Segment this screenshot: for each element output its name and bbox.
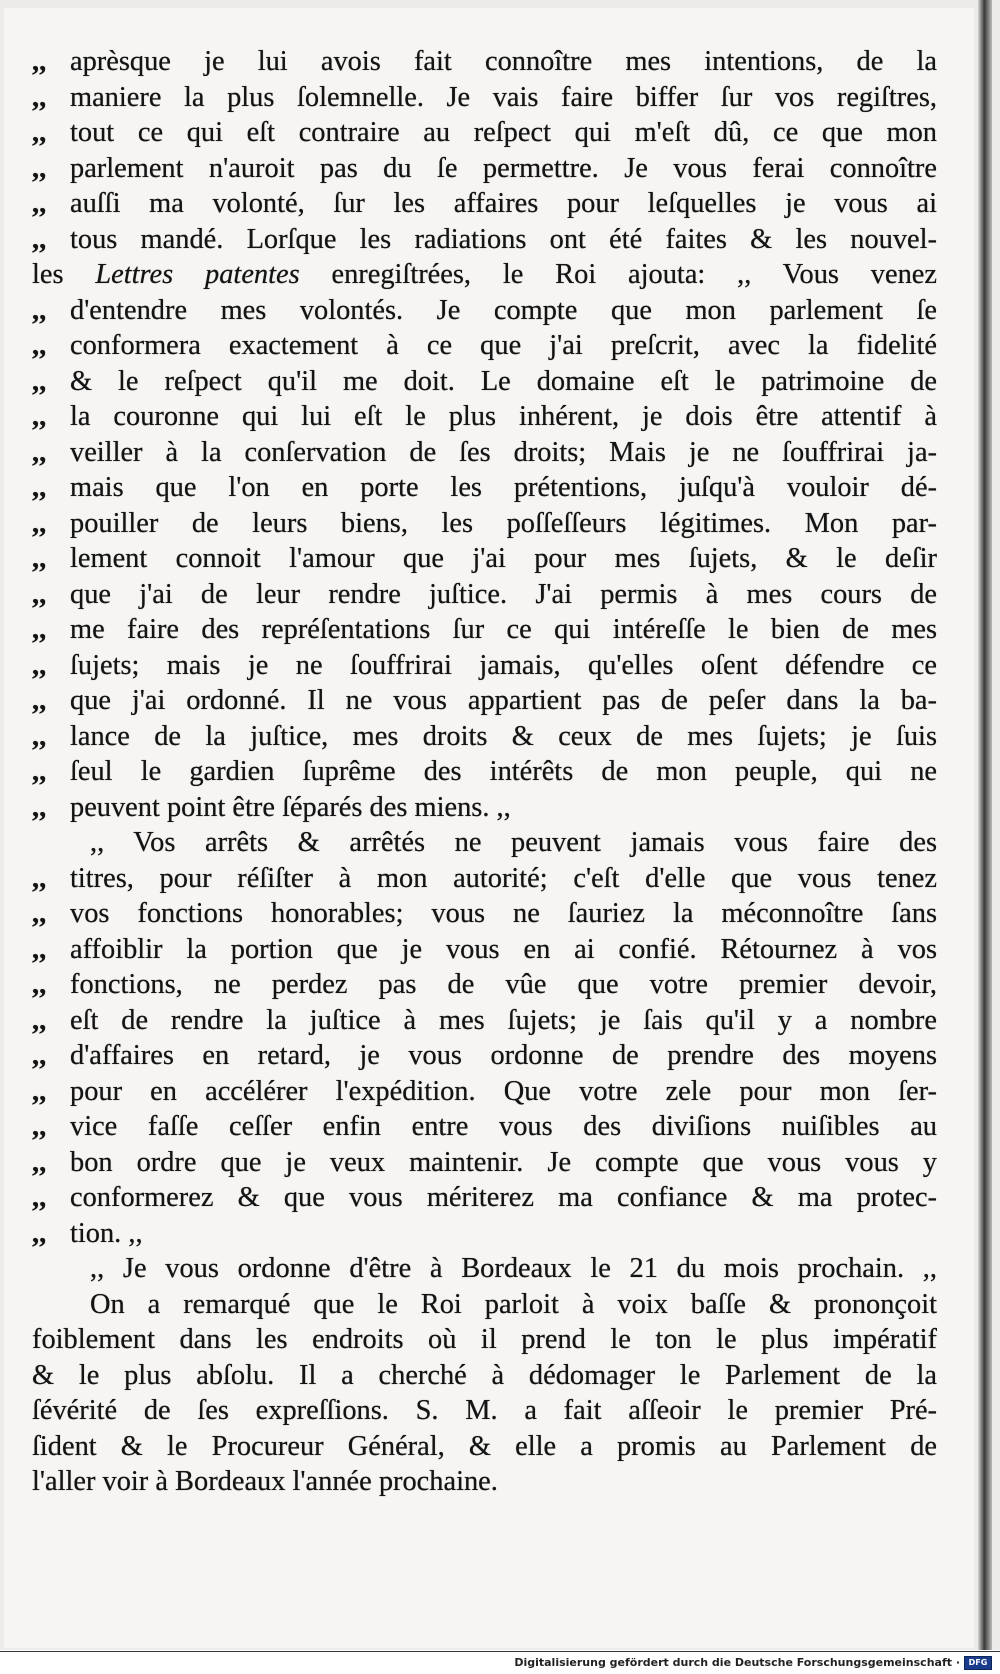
line-text: ſident & le Procureur Général, & elle a promis au Parlement de xyxy=(32,1430,937,1462)
line-text: d'entendre mes volontés. Je compte que mon parlement ſe xyxy=(70,294,937,326)
line-text: que j'ai de leur rendre juſtice. J'ai permis à mes cours de xyxy=(70,578,937,610)
line-text: tout ce qui eſt contraire au reſpect qui m'eſt dû, ce que mon xyxy=(70,117,937,148)
text-line xyxy=(32,1358,937,1394)
line-text: conformera exactement à ce que j'ai preſcrit, avec la fidelité xyxy=(70,330,937,361)
margin-quote-mark: ,, xyxy=(32,649,47,681)
line-text: tion. ,, xyxy=(70,1217,143,1249)
line-text: lance de la juſtice, mes droits & ceux de mes ſujets; je ſuis xyxy=(70,720,937,752)
margin-quote-mark: ,, xyxy=(32,330,47,361)
text-line xyxy=(32,648,937,684)
text-line xyxy=(32,1393,937,1429)
margin-quote-mark: ,, xyxy=(32,614,47,645)
text-line xyxy=(32,1074,937,1110)
margin-quote-mark: ,, xyxy=(32,1182,47,1213)
line-text: tous mandé. Lorſque les radiations ont été faites & les nouvel- xyxy=(70,223,937,255)
margin-quote-mark: ,, xyxy=(32,1146,47,1178)
line-text: la couronne qui lui eſt le plus inhérent, je dois être attentif à xyxy=(70,401,937,432)
margin-quote-mark: ,, xyxy=(32,1004,47,1036)
text-line xyxy=(32,612,937,648)
text-line xyxy=(32,1287,937,1323)
text-line xyxy=(32,825,937,861)
text-line xyxy=(32,1003,937,1039)
margin-quote-mark: ,, xyxy=(32,81,47,113)
margin-quote-mark: ,, xyxy=(32,223,47,255)
line-text: pouiller de leurs biens, les poſſeſſeurs légitimes. Mon par- xyxy=(70,507,937,539)
text-line xyxy=(32,719,937,755)
text-line xyxy=(32,364,937,400)
margin-quote-mark: ,, xyxy=(32,401,47,432)
margin-quote-mark: ,, xyxy=(32,294,47,326)
text-line xyxy=(32,896,937,932)
margin-quote-mark: ,, xyxy=(32,507,47,539)
margin-quote-mark: ,, xyxy=(32,152,47,184)
line-text: On a remarqué que le Roi parloit à voix baſſe & prononçoit xyxy=(90,1288,937,1320)
line-text: ſévérité de ſes expreſſions. S. M. a fait aſſeoir le premier Pré- xyxy=(32,1395,937,1426)
text-line xyxy=(32,1322,937,1358)
line-text: affoiblir la portion que je vous en ai confié. Rétournez à vos xyxy=(70,933,937,965)
text-line xyxy=(32,754,937,790)
margin-quote-mark: ,, xyxy=(32,472,47,503)
funding-credit: Digitalisierung gefördert durch die Deutsche Forschungsgemeinschaft · xyxy=(514,1656,960,1669)
margin-quote-mark: ,, xyxy=(32,791,47,823)
footer-bar xyxy=(0,1652,1000,1674)
line-text: pour en accélérer l'expédition. Que votre zele pour mon ſer- xyxy=(70,1075,937,1107)
margin-quote-mark: ,, xyxy=(32,1217,47,1249)
text-line xyxy=(32,293,937,329)
margin-quote-mark: ,, xyxy=(32,685,47,716)
text-line xyxy=(32,541,937,577)
italic-phrase: Lettres patentes xyxy=(95,259,300,290)
line-text: les Lettres patentes enregiſtrées, le Roi ajouta: ,, Vous venez xyxy=(32,259,937,290)
text-line xyxy=(32,1109,937,1145)
text-line xyxy=(32,186,937,222)
text-line xyxy=(32,151,937,187)
line-text: foiblement dans les endroits où il prend le ton le plus impératif xyxy=(32,1324,937,1355)
line-text: ,, Je vous ordonne d'être à Bordeaux le 21 du mois prochain. ,, xyxy=(90,1253,937,1284)
text-line xyxy=(32,683,937,719)
margin-quote-mark: ,, xyxy=(32,756,47,787)
line-text: ſeul le gardien ſuprême des intérêts de mon peuple, qui ne xyxy=(70,756,937,787)
dfg-logo xyxy=(964,1656,992,1670)
text-line xyxy=(32,80,937,116)
text-line xyxy=(32,506,937,542)
margin-quote-mark: ,, xyxy=(32,1040,47,1071)
page-text-block xyxy=(32,44,937,1500)
text-line xyxy=(32,932,937,968)
line-text: & le reſpect qu'il me doit. Le domaine eſt le patrimoine de xyxy=(70,365,937,397)
line-text: conformerez & que vous mériterez ma confiance & ma protec- xyxy=(70,1182,937,1213)
margin-quote-mark: ,, xyxy=(32,46,47,77)
line-text: ſujets; mais je ne ſouffrirai jamais, qu'elles oſent défendre ce xyxy=(70,649,937,681)
text-line xyxy=(32,967,937,1003)
line-text: mais que l'on en porte les prétentions, juſqu'à vouloir dé- xyxy=(70,472,937,503)
margin-quote-mark: ,, xyxy=(32,969,47,1000)
dfg-logo-text: DFG xyxy=(968,1658,988,1667)
line-text: lement connoit l'amour que j'ai pour mes ſujets, & le deſir xyxy=(70,543,937,574)
line-text: d'affaires en retard, je vous ordonne de prendre des moyens xyxy=(70,1040,937,1071)
text-line xyxy=(32,1038,937,1074)
margin-quote-mark: ,, xyxy=(32,720,47,752)
text-line xyxy=(32,328,937,364)
margin-quote-mark: ,, xyxy=(32,188,47,219)
line-text: auſſi ma volonté, ſur les affaires pour leſquelles je vous ai xyxy=(70,188,937,219)
text-line xyxy=(32,1180,937,1216)
line-text: l'aller voir à Bordeaux l'année prochaine. xyxy=(32,1466,498,1497)
text-line xyxy=(32,1216,937,1252)
line-text: peuvent point être ſéparés des miens. ,, xyxy=(70,791,511,823)
line-text: vice faſſe ceſſer enfin entre vous des diviſions nuiſibles au xyxy=(70,1111,937,1142)
text-line xyxy=(32,861,937,897)
margin-quote-mark: ,, xyxy=(32,578,47,610)
margin-quote-mark: ,, xyxy=(32,365,47,397)
text-line xyxy=(32,1464,937,1500)
margin-quote-mark: ,, xyxy=(32,117,47,148)
line-text: aprèsque je lui avois fait connoître mes intentions, de la xyxy=(70,46,937,77)
margin-quote-mark: ,, xyxy=(32,1075,47,1107)
text-line xyxy=(32,44,937,80)
text-line xyxy=(32,435,937,471)
line-text: me faire des repréſentations ſur ce qui intéreſſe le bien de mes xyxy=(70,614,937,645)
line-text: fonctions, ne perdez pas de vûe que votre premier devoir, xyxy=(70,969,937,1000)
text-line xyxy=(32,115,937,151)
line-text: bon ordre que je veux maintenir. Je compte que vous vous y xyxy=(70,1146,937,1178)
text-line xyxy=(32,222,937,258)
text-line xyxy=(32,577,937,613)
line-text: que j'ai ordonné. Il ne vous appartient pas de peſer dans la ba- xyxy=(70,685,937,716)
text-line xyxy=(32,1251,937,1287)
line-text: veiller à la conſervation de ſes droits; Mais je ne ſouffrirai ja- xyxy=(70,436,937,468)
margin-quote-mark: ,, xyxy=(32,1111,47,1142)
text-line xyxy=(32,399,937,435)
margin-quote-mark: ,, xyxy=(32,543,47,574)
line-text: parlement n'auroit pas du ſe permettre. Je vous ferai connoître xyxy=(70,152,937,184)
text-line xyxy=(32,257,937,293)
binding-edge-shadow xyxy=(978,0,992,1650)
line-text: ,, Vos arrêts & arrêtés ne peuvent jamais vous faire des xyxy=(90,827,937,858)
line-text: vos fonctions honorables; vous ne ſauriez la méconnoître ſans xyxy=(70,898,937,929)
text-line xyxy=(32,1145,937,1181)
margin-quote-mark: ,, xyxy=(32,933,47,965)
text-line xyxy=(32,1429,937,1465)
margin-quote-mark: ,, xyxy=(32,898,47,929)
line-text: & le plus abſolu. Il a cherché à dédomager le Parlement de la xyxy=(32,1359,937,1391)
margin-quote-mark: ,, xyxy=(32,436,47,468)
text-line xyxy=(32,470,937,506)
text-line xyxy=(32,790,937,826)
margin-quote-mark: ,, xyxy=(32,862,47,894)
line-text: eſt de rendre la juſtice à mes ſujets; je ſais qu'il y a nombre xyxy=(70,1004,937,1036)
line-text: titres, pour réſiſter à mon autorité; c'eſt d'elle que vous tenez xyxy=(70,862,937,894)
line-text: maniere la plus ſolemnelle. Je vais faire biffer ſur vos regiſtres, xyxy=(70,81,937,113)
